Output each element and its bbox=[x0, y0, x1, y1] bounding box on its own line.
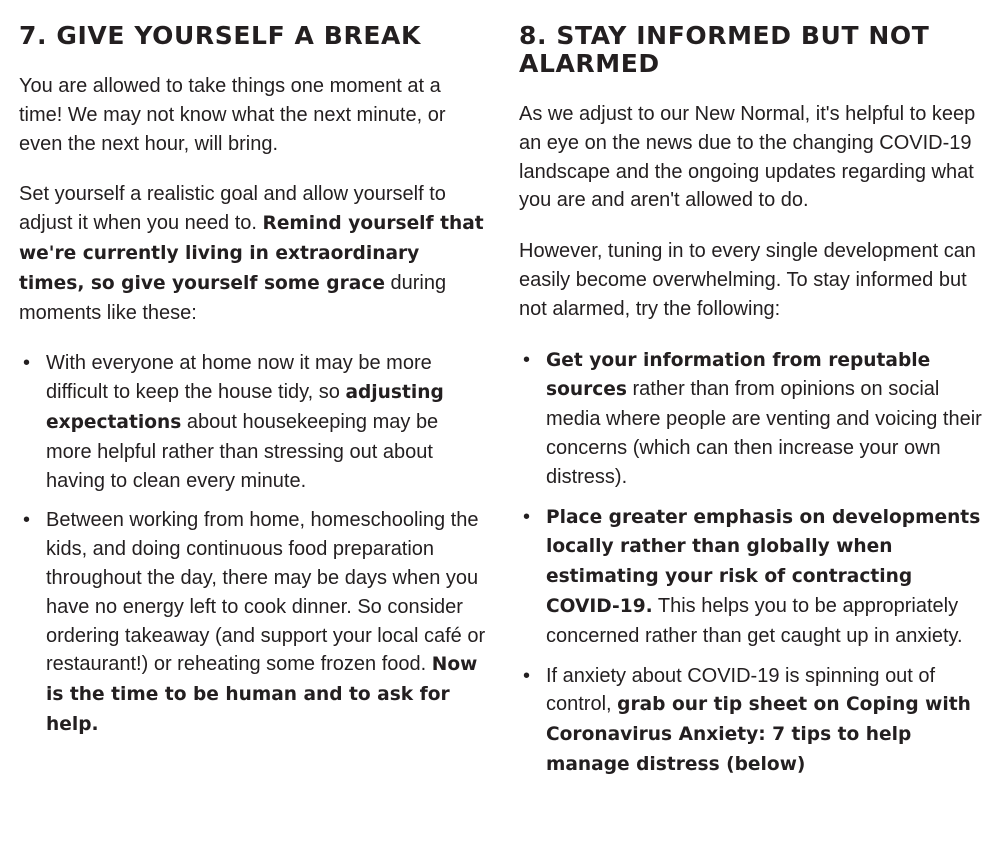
bullet-list bbox=[519, 346, 989, 780]
paragraph bbox=[19, 180, 489, 327]
list-item-bold-text: Get your information from reputable sources bbox=[546, 349, 931, 401]
list-item bbox=[19, 506, 489, 739]
list-item bbox=[19, 349, 489, 495]
list-item-bold-text: grab our tip sheet on Coping with Coronavirus Anxiety: 7 tips to help manage distress (below) bbox=[546, 694, 971, 775]
list-item-bold-text: Now is the time to be human and to ask for help. bbox=[46, 654, 478, 735]
list-item-text: rather than from opinions on social media where people are venting and voicing their concerns (which can then increase your own distress). bbox=[546, 378, 982, 488]
list-item-text: If anxiety about COVID-19 is spinning out of control, bbox=[546, 664, 936, 716]
bullet-icon: • bbox=[23, 509, 31, 532]
section-stay-informed bbox=[519, 22, 989, 780]
list-item-bold-text: Place greater emphasis on developments locally rather than globally when estimating your risk of contracting COVID-19. bbox=[546, 506, 981, 617]
bullet-list bbox=[19, 349, 489, 739]
paragraph-text: Set yourself a realistic goal and allow yourself to adjust it when you need to. bbox=[19, 183, 446, 235]
list-item bbox=[519, 662, 989, 780]
paragraph-bold-text: Remind yourself that we're currently living in extraordinary times, so give yourself some grace bbox=[19, 213, 484, 294]
bullet-icon: • bbox=[523, 348, 531, 371]
bullet-icon: • bbox=[23, 352, 31, 375]
paragraph: You are allowed to take things one moment at a time! We may not know what the next minute, or even the next hour, will bring. bbox=[19, 75, 446, 155]
bullet-icon: • bbox=[523, 505, 531, 528]
section-heading: 7. GIVE YOURSELF A BREAK bbox=[19, 21, 421, 50]
list-item-text: This helps you to be appropriately concerned rather than get caught up in anxiety. bbox=[546, 594, 963, 647]
list-item-bold-text: adjusting expectations bbox=[46, 382, 444, 433]
section-give-yourself-a-break bbox=[19, 22, 489, 740]
paragraph: However, tuning in to every single development can easily become overwhelming. To stay informed but not alarmed, try the following: bbox=[519, 240, 976, 320]
list-item-text: With everyone at home now it may be more difficult to keep the house tidy, so bbox=[46, 352, 432, 404]
paragraph-text: during moments like these: bbox=[19, 271, 447, 324]
list-item-text: about housekeeping may be more helpful rather than stressing out about having to clean every minute. bbox=[46, 410, 439, 492]
section-heading: 8. STAY INFORMED BUT NOT ALARMED bbox=[519, 21, 930, 78]
bullet-icon: • bbox=[523, 664, 531, 687]
paragraph: As we adjust to our New Normal, it's helpful to keep an eye on the news due to the changing COVID-19 landscape and the ongoing updates regarding what you are and aren't allowed to do. bbox=[519, 103, 976, 212]
list-item-text: Between working from home, homeschooling the kids, and doing continuous food preparation throughout the day, there may be days when you have no energy left to cook dinner. So consider ordering takeaway (and support your local café or restaurant!) or reheating some frozen food. bbox=[46, 509, 486, 676]
list-item bbox=[519, 346, 989, 492]
list-item bbox=[519, 503, 989, 651]
